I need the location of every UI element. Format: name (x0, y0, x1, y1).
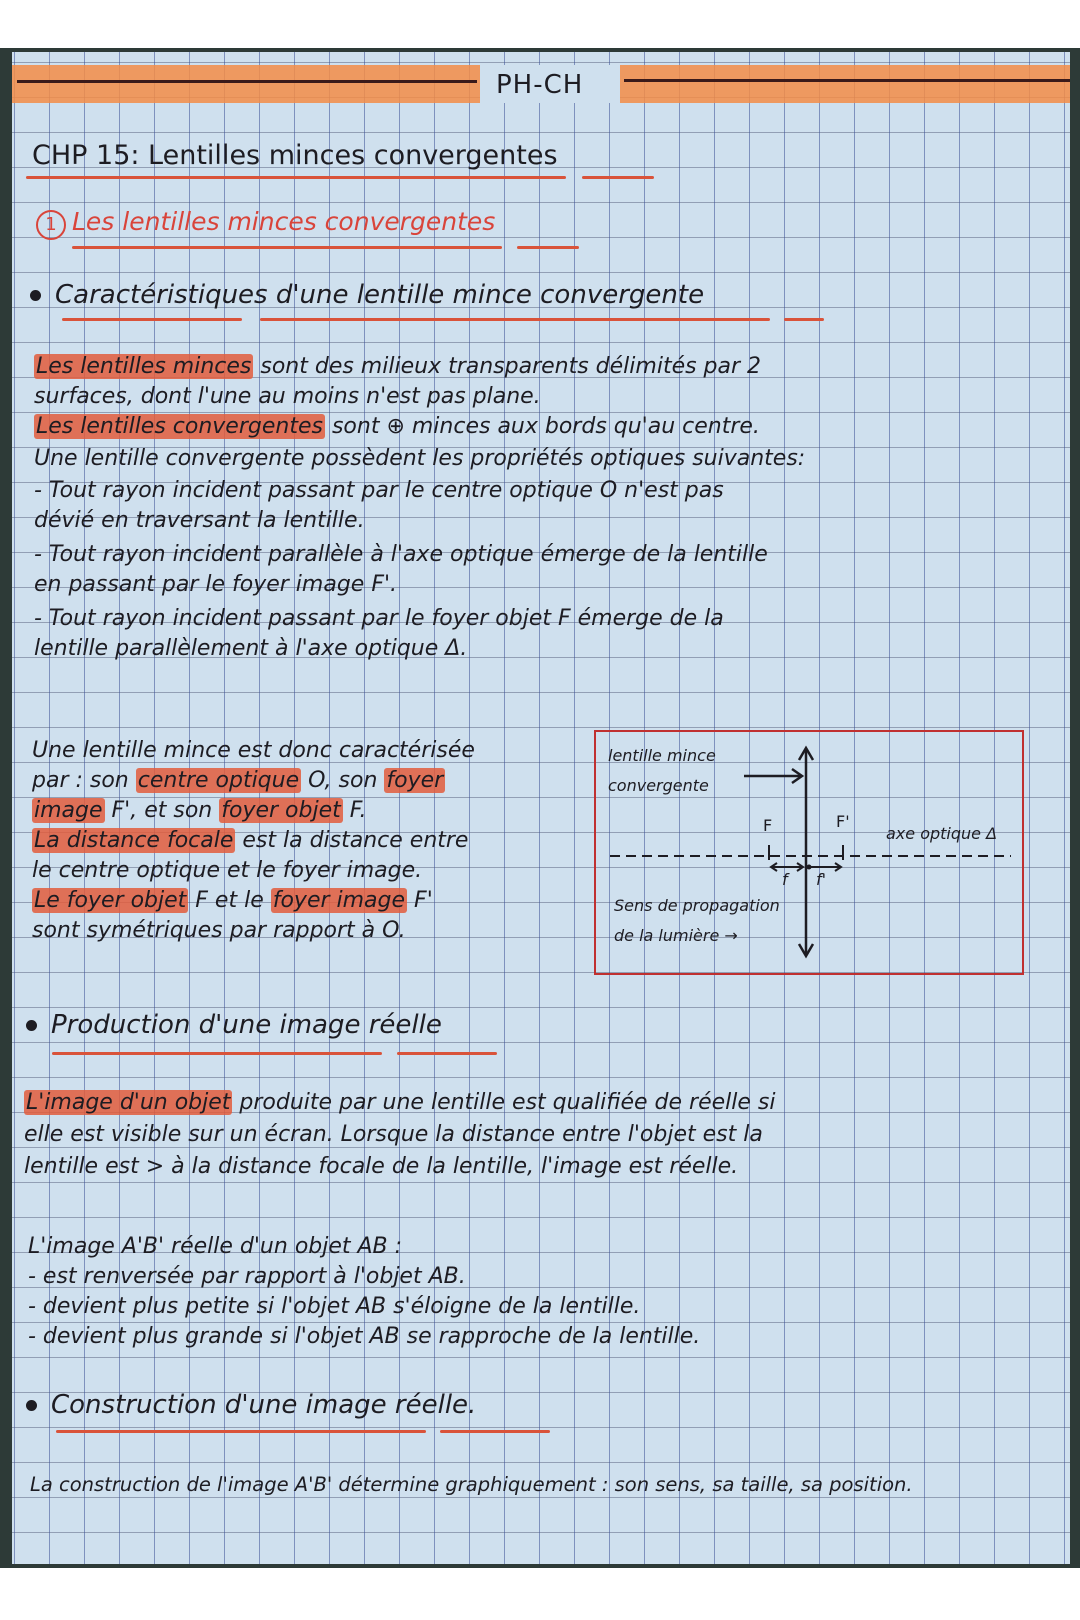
highlight-term: image (34, 798, 103, 823)
image-property-1: - est renversée par rapport à l'objet AB. (28, 1264, 466, 1289)
label-lentille-mince: lentille mince (608, 746, 716, 765)
subsection-underline-b (260, 318, 770, 321)
production-line-3: lentille est > à la distance focale de la lentille, l'image est réelle. (24, 1154, 739, 1179)
subsection-underline-c (784, 318, 824, 321)
chapter-title: CHP 15: Lentilles minces convergentes (32, 140, 558, 171)
rule-3-line-1: - Tout rayon incident passant par le foyer objet F émerge de la (34, 606, 724, 631)
section-1-underline (72, 246, 502, 249)
construction-underline-b (440, 1430, 550, 1433)
highlight-term: Les lentilles convergentes (36, 414, 323, 439)
section-number-badge: 1 (36, 210, 66, 240)
rule-2-line-1: - Tout rayon incident parallèle à l'axe optique émerge de la lentille (34, 542, 768, 567)
highlight-term: foyer objet (221, 798, 341, 823)
rule-2-line-2: en passant par le foyer image F'. (34, 572, 398, 597)
characterization-line-2 (32, 766, 445, 795)
label-F: F (763, 816, 773, 835)
production-underline-b (397, 1052, 497, 1055)
construction-underline-a (56, 1430, 426, 1433)
label-f: f (782, 870, 788, 889)
characterization-line-5: le centre optique et le foyer image. (32, 858, 423, 883)
paragraph-text: sont des milieux transparents délimités par 2 (253, 354, 762, 379)
text: F' (407, 888, 433, 913)
subsection-construction-title: Construction d'une image réelle. (51, 1390, 477, 1420)
bullet-icon (26, 1400, 37, 1411)
section-1-title: Les lentilles minces convergentes (72, 207, 496, 236)
subject-label: PH-CH (496, 70, 584, 100)
header-rule-left (17, 80, 477, 83)
image-property-2: - devient plus petite si l'objet AB s'éloigne de la lentille. (28, 1294, 641, 1319)
highlight-term: foyer image (272, 888, 406, 913)
characterization-line-3 (32, 796, 367, 825)
label-de-la-lumiere: de la lumière → (614, 926, 738, 945)
bullet-icon (30, 290, 41, 301)
characterization-line-7: sont symétriques par rapport à O. (32, 918, 406, 943)
characterization-line-1: Une lentille mince est donc caractérisée (32, 738, 475, 763)
rule-1-line-2: dévié en traversant la lentille. (34, 508, 365, 533)
subsection-production-heading (26, 1010, 442, 1040)
notebook-page (12, 52, 1070, 1564)
highlight-term: Les lentilles minces (36, 354, 252, 379)
subsection-construction-heading (26, 1390, 476, 1420)
production-line-2: elle est visible sur un écran. Lorsque la distance entre l'objet est la (24, 1122, 763, 1147)
label-F-prime: F' (836, 812, 850, 831)
image-properties-intro: L'image A'B' réelle d'un objet AB : (28, 1234, 403, 1259)
highlight-term: centre optique (137, 768, 300, 793)
definition-lentilles-minces (34, 352, 761, 381)
chapter-title-underline (26, 176, 566, 179)
lens-diagram (594, 730, 1024, 975)
highlight-term: foyer (386, 768, 444, 793)
paragraph-text: sont ⊕ minces aux bords qu'au centre. (324, 414, 760, 439)
characterization-line-6 (32, 886, 433, 915)
section-1-heading (36, 207, 495, 240)
text: F et le (188, 888, 271, 913)
paragraph-line: Une lentille convergente possèdent les propriétés optiques suivantes: (34, 446, 806, 471)
text: F', et son (104, 798, 220, 823)
paragraph-line: surfaces, dont l'une au moins n'est pas plane. (34, 384, 541, 409)
subsection-production-title: Production d'une image réelle (51, 1010, 442, 1040)
label-axe-optique: axe optique Δ (886, 824, 998, 843)
chapter-title-underline-2 (582, 176, 654, 179)
highlight-term: L'image d'un objet (26, 1090, 231, 1115)
subsection-caracteristiques-heading (30, 280, 704, 310)
bullet-icon (26, 1020, 37, 1031)
text: O, son (301, 768, 385, 793)
subsection-caracteristiques-title: Caractéristiques d'une lentille mince convergente (55, 280, 705, 310)
image-property-3: - devient plus grande si l'objet AB se rapproche de la lentille. (28, 1324, 701, 1349)
highlight-term: La distance focale (34, 828, 234, 853)
label-f-prime: f' (816, 870, 827, 889)
production-underline-a (52, 1052, 382, 1055)
construction-text: La construction de l'image A'B' détermine graphiquement : son sens, sa taille, sa position. (30, 1473, 913, 1496)
section-1-underline-2 (517, 246, 579, 249)
text: produite par une lentille est qualifiée de réelle si (232, 1090, 776, 1115)
characterization-line-4 (32, 826, 468, 855)
label-sens-propagation: Sens de propagation (614, 896, 780, 915)
text: par : son (32, 768, 136, 793)
text: est la distance entre (235, 828, 469, 853)
subsection-underline-a (62, 318, 242, 321)
production-line-1 (24, 1088, 775, 1117)
highlight-term: Le foyer objet (34, 888, 187, 913)
label-convergente: convergente (608, 776, 709, 795)
text: F. (342, 798, 367, 823)
header-rule-right (624, 79, 1070, 82)
rule-1-line-1: - Tout rayon incident passant par le centre optique O n'est pas (34, 478, 724, 503)
definition-lentilles-convergentes (34, 412, 760, 441)
rule-3-line-2: lentille parallèlement à l'axe optique Δ. (34, 636, 468, 661)
